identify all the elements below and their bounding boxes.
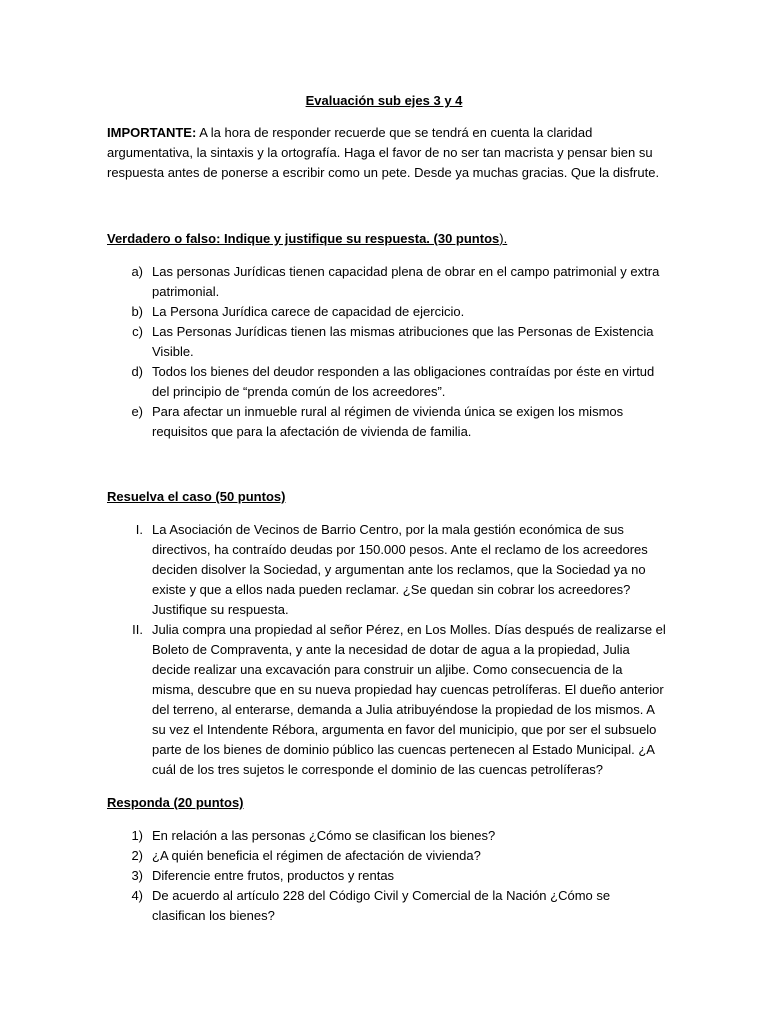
list-marker: d): [131, 364, 143, 379]
true-false-heading-text: Verdadero o falso: Indique y justifique su respuesta. (30 puntos: [107, 231, 500, 246]
list-item: [107, 362, 667, 402]
intro-lead: IMPORTANTE:: [107, 125, 197, 140]
intro-text: A la hora de responder recuerde que se tendrá en cuenta la claridad argumentativa, la sintaxis y la ortografía. Haga el favor de no ser tan macrista y pensar bien su respuesta antes de ponerse a escribir como un pete. Desde ya muchas gracias. Que la disfrute.: [107, 125, 660, 180]
list-item: [107, 520, 667, 620]
list-item: [107, 302, 667, 322]
list-marker: c): [132, 324, 143, 339]
true-false-heading: [107, 230, 507, 248]
list-item: [107, 846, 667, 866]
answer-list: [107, 826, 667, 926]
list-item: [107, 620, 667, 780]
case-heading: Resuelva el caso (50 puntos): [107, 489, 286, 504]
list-item: [107, 262, 667, 302]
list-item-text: Todos los bienes del deudor responden a las obligaciones contraídas por éste en virtud del principio de “prenda común de los acreedores”.: [152, 364, 655, 399]
list-marker: 4): [131, 888, 143, 903]
intro-paragraph: [107, 123, 667, 183]
list-item: [107, 322, 667, 362]
true-false-list: [107, 262, 667, 442]
list-marker: 3): [131, 868, 143, 883]
list-item-text: La Asociación de Vecinos de Barrio Centro, por la mala gestión económica de sus directivos, ha contraído deudas por 150.000 pesos. Ante el reclamo de los acreedores deciden disolver la Sociedad, y argumentan ante los reclamos, que la Sociedad ya no existe y que a ellos nada pueden reclamar. ¿Se quedan sin cobrar los acreedores? Justifique su respuesta.: [152, 522, 648, 617]
list-item: [107, 826, 667, 846]
list-item-text: La Persona Jurídica carece de capacidad de ejercicio.: [152, 304, 465, 319]
list-item: [107, 866, 667, 886]
list-marker: 1): [131, 828, 143, 843]
list-item-text: En relación a las personas ¿Cómo se clasifican los bienes?: [152, 828, 496, 843]
list-item-text: Julia compra una propiedad al señor Pérez, en Los Molles. Días después de realizarse el Boleto de Compraventa, y ante la necesidad de dotar de agua a la propiedad, Julia decide realizar una excavación para construir un aljibe. Como consecuencia de la misma, descubre que en su nueva propiedad hay cuencas petrolíferas. El dueño anterior del terreno, al enterarse, demanda a Julia atribuyéndose la propiedad de los mismos. A su vez el Intendente Rébora, argumenta en favor del municipio, que por ser el subsuelo parte de los bienes de dominio público las cuencas pertenecen al Estado Municipal. ¿A cuál de los tres sujetos le corresponde el dominio de las cuencas petrolíferas?: [152, 622, 666, 777]
list-marker: 2): [131, 848, 143, 863]
list-item-text: ¿A quién beneficia el régimen de afectación de vivienda?: [152, 848, 481, 863]
document-title: Evaluación sub ejes 3 y 4: [305, 93, 463, 108]
list-item-text: Las personas Jurídicas tienen capacidad plena de obrar en el campo patrimonial y extra patrimonial.: [152, 264, 660, 299]
list-marker: I.: [135, 522, 143, 537]
list-item-text: Las Personas Jurídicas tienen las mismas atribuciones que las Personas de Existencia Visible.: [152, 324, 654, 359]
list-marker: II.: [132, 622, 143, 637]
list-item-text: Diferencie entre frutos, productos y rentas: [152, 868, 395, 883]
case-list: [107, 520, 667, 780]
list-item: [107, 402, 667, 442]
list-item: [107, 886, 667, 926]
true-false-heading-tail: ).: [499, 231, 508, 246]
list-marker: e): [131, 404, 143, 419]
list-item-text: Para afectar un inmueble rural al régimen de vivienda única se exigen los mismos requisitos que para la afectación de vivienda de familia.: [152, 404, 624, 439]
list-marker: b): [131, 304, 143, 319]
answer-heading: Responda (20 puntos): [107, 795, 244, 810]
list-item-text: De acuerdo al artículo 228 del Código Civil y Comercial de la Nación ¿Cómo se clasifican los bienes?: [152, 888, 611, 923]
list-marker: a): [131, 264, 143, 279]
